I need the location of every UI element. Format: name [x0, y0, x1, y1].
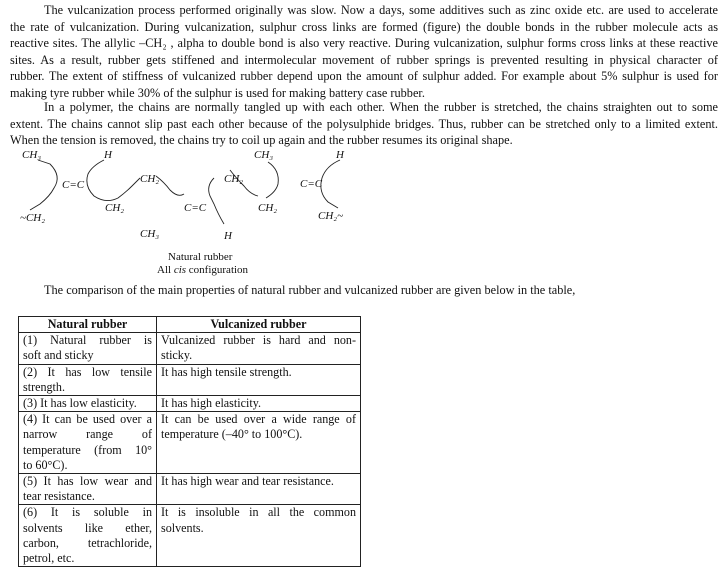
cell-natural: (3) It has low elasticity.	[19, 396, 157, 412]
bond-line	[30, 160, 57, 210]
text-line: extent. The chains cannot slip past each other because of the polysulphide bridges. Thus, rubber can be stretched only to a limited extent.	[10, 116, 718, 131]
label-ch3: CH₃	[254, 149, 274, 161]
diagram-caption-title: Natural rubber	[168, 251, 233, 263]
label-ch2: CH₂	[224, 173, 244, 185]
label-double-bond: C=C	[184, 202, 207, 214]
label-double-bond: C=C	[62, 179, 85, 191]
comparison-table	[18, 316, 361, 567]
table-row	[19, 396, 361, 412]
label-ch2: CH₂	[105, 202, 125, 214]
table-row	[19, 364, 361, 395]
bond-line	[266, 162, 278, 198]
bond-line	[209, 178, 224, 224]
table-row	[19, 412, 361, 474]
cell-natural: (2) It has low tensile strength.	[19, 364, 157, 395]
table-row	[19, 474, 361, 505]
cell-vulcanized: Vulcanized rubber is hard and non- sticky.	[157, 333, 361, 364]
label-h: H	[224, 230, 232, 242]
label-ch2: CH₂	[140, 173, 160, 185]
bond-line	[321, 160, 340, 208]
text-line: When the tension is removed, the chains try to coil up again and the rubber resumes its original shape.	[10, 133, 513, 148]
label-ch3: CH₃	[22, 149, 42, 161]
cell-natural: (6) It is soluble in solvents like ether, carbon, tetrachloride, petrol, etc.	[19, 505, 157, 567]
text-line: sites. As a result, rubber gets stiffened and intermolecular movement of rubber springs is prevented resulting in physical character of	[10, 52, 718, 67]
label-double-bond: C=C	[300, 178, 323, 190]
text-line: In a polymer, the chains are normally tangled up with each other. When the rubber is stretched, the chains straighten out to some	[44, 100, 718, 114]
cell-vulcanized: It can be used over a wide range of temperature (–40° to 100°C).	[157, 412, 361, 474]
label-ch2: CH₂	[258, 202, 278, 214]
column-header-vulcanized-rubber: Vulcanized rubber	[157, 317, 361, 333]
text-line: the rate of vulcanization. During vulcanization, sulphur cross links are formed (figure) the double bonds in the rubber molecule acts as	[10, 19, 718, 34]
text-line: reactive sites. The allylic –CH₂ , alpha to double bond is also very reactive. During vulcanization, sulphur forms cross links at these reactive	[10, 36, 718, 51]
label-h: H	[336, 149, 344, 161]
column-header-natural-rubber: Natural rubber	[19, 317, 157, 333]
table-header-row	[19, 317, 361, 333]
text-line: rubber. The extent of stiffness of vulcanized rubber depend upon the amount of sulphur added. For example about 5% sulphur is used for	[10, 69, 718, 84]
text-line: making tyre rubber while 30% of the sulphur is used for making battery case rubber.	[10, 85, 425, 100]
bond-line	[156, 176, 184, 195]
text-line: The vulcanization process performed originally was slow. Now a days, some additives such as zinc oxide etc. are used to accelerate	[44, 3, 718, 17]
diagram-caption-subtitle: All cis configuration	[157, 264, 249, 276]
cell-natural: (5) It has low wear and tear resistance.	[19, 474, 157, 505]
paragraph-vulcanization	[10, 2, 718, 102]
cell-vulcanized: It has high wear and tear resistance.	[157, 474, 361, 505]
paragraph-polymer-chains	[10, 99, 718, 149]
cell-natural: (1) Natural rubber is soft and sticky	[19, 333, 157, 364]
cell-natural: (4) It can be used over a narrow range of temperature (from 10° to 60°C).	[19, 412, 157, 474]
bond-line	[87, 160, 140, 201]
cell-vulcanized: It has high elasticity.	[157, 396, 361, 412]
table-row	[19, 333, 361, 364]
label-ch3: CH₃	[140, 228, 160, 240]
label-chain-end: CH₂~	[318, 210, 344, 222]
cell-vulcanized: It has high tensile strength.	[157, 364, 361, 395]
table-row	[19, 505, 361, 567]
table-intro-text: The comparison of the main properties of natural rubber and vulcanized rubber are given below in the table,	[44, 283, 576, 297]
label-h: H	[104, 149, 112, 161]
label-chain-end: ~CH₂	[20, 212, 46, 224]
cell-vulcanized: It is insoluble in all the common solvents.	[157, 505, 361, 567]
